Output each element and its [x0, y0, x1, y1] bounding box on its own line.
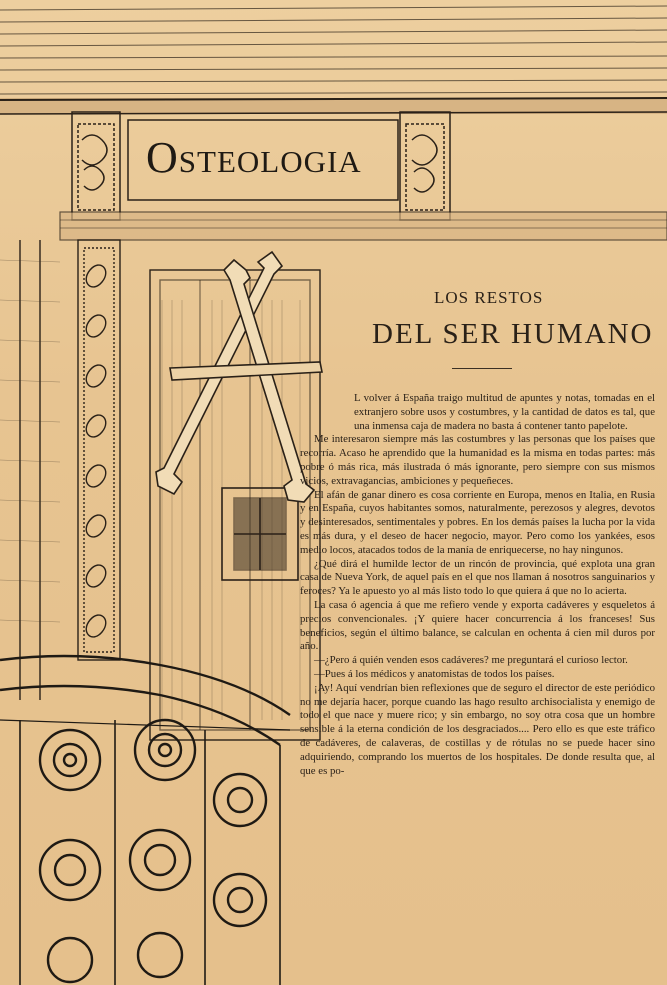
article-body: [300, 392, 655, 778]
pilaster-left: [72, 112, 120, 220]
cornice-hatching: [0, 6, 667, 94]
article-headline: DEL SER HUMANO: [372, 318, 654, 350]
paragraph: Me interesaron siempre más las costumbres y las personas que los países que recorría. Acaso he aprendido que la humanidad es la misma en todas partes: más pobre ó más rica, más ilustrada ó más ignorante, pero siempre con sus mismos vicios, extravagancias, ambiciones y pequeñeces.: [300, 433, 655, 487]
iron-railing: [0, 656, 290, 985]
paragraph: El afán de ganar dinero es cosa corriente en Europa, menos en Italia, en Rusia y en España, cuyos habitantes somos, naturalmente, perezosos y alegres, devotos y desinteresados, sentimentales y pobres. En los demás países la lucha por la vida es más dura, y el deseo de hacer negocio, mayor. Pero como los yankées, esos medio locos, atacados todos de la manía de enriquecerse, no hay ningunos.: [300, 488, 655, 556]
paragraph: —¿Pero á quién venden esos cadáveres? me preguntará el curioso lector.: [314, 654, 628, 667]
paragraph: —Pues á los médicos y anatomistas de todos los países.: [314, 667, 555, 680]
paragraph: L volver á España traigo multitud de apuntes y notas, tomadas en el extranjero sobre usos y costumbres, y la cantidad de datos es tal, que una inmensa caja de madera no basta á contener tanto papelote.: [354, 392, 655, 432]
ornament-column: [20, 240, 120, 700]
divider: [452, 368, 512, 369]
article-kicker: LOS RESTOS: [434, 288, 544, 307]
crossed-bones-icon: [156, 252, 322, 502]
pilaster-right: [400, 112, 450, 220]
door-window: [222, 488, 298, 580]
paragraph: ¡Ay! Aquí vendrían bien reflexiones que de seguro el director de este periódico no me dejaría hacer, porque cuando las hago resulto archisocialista y enemigo de todo el que nace y muere rico; y sin embargo, no soy otra cosa que un hombre sensible á la eterna condición de los desgraciados.... Pero ello es que este tráfico de cadáveres, de calaveras, de costillas y de rótulas no se puede hacer sino adquiriendo, comprando los muertos de los hospitales. De donde resulta que, al que es po-: [300, 681, 655, 777]
paragraph: La casa ó agencia á que me refiero vende y exporta cadáveres y esqueletos á precios convencionales. ¡Y quiere hacer concurrencia á los franceses! Sus beneficios, según el último balance, se calculan en ochenta á cien mil duros por año.: [300, 598, 655, 653]
article: [300, 288, 655, 980]
paragraph: ¿Qué dirá el humilde lector de un rincón de provincia, qué explota una gran casa de Nueva York, de aquel país en el que nos llaman á nosotros sanguinarios y feroces? Ya le apuesto yo al más listo todo lo que quiera á que no lo acierta.: [300, 557, 655, 598]
sign-lettering: Osteologia: [146, 133, 362, 182]
